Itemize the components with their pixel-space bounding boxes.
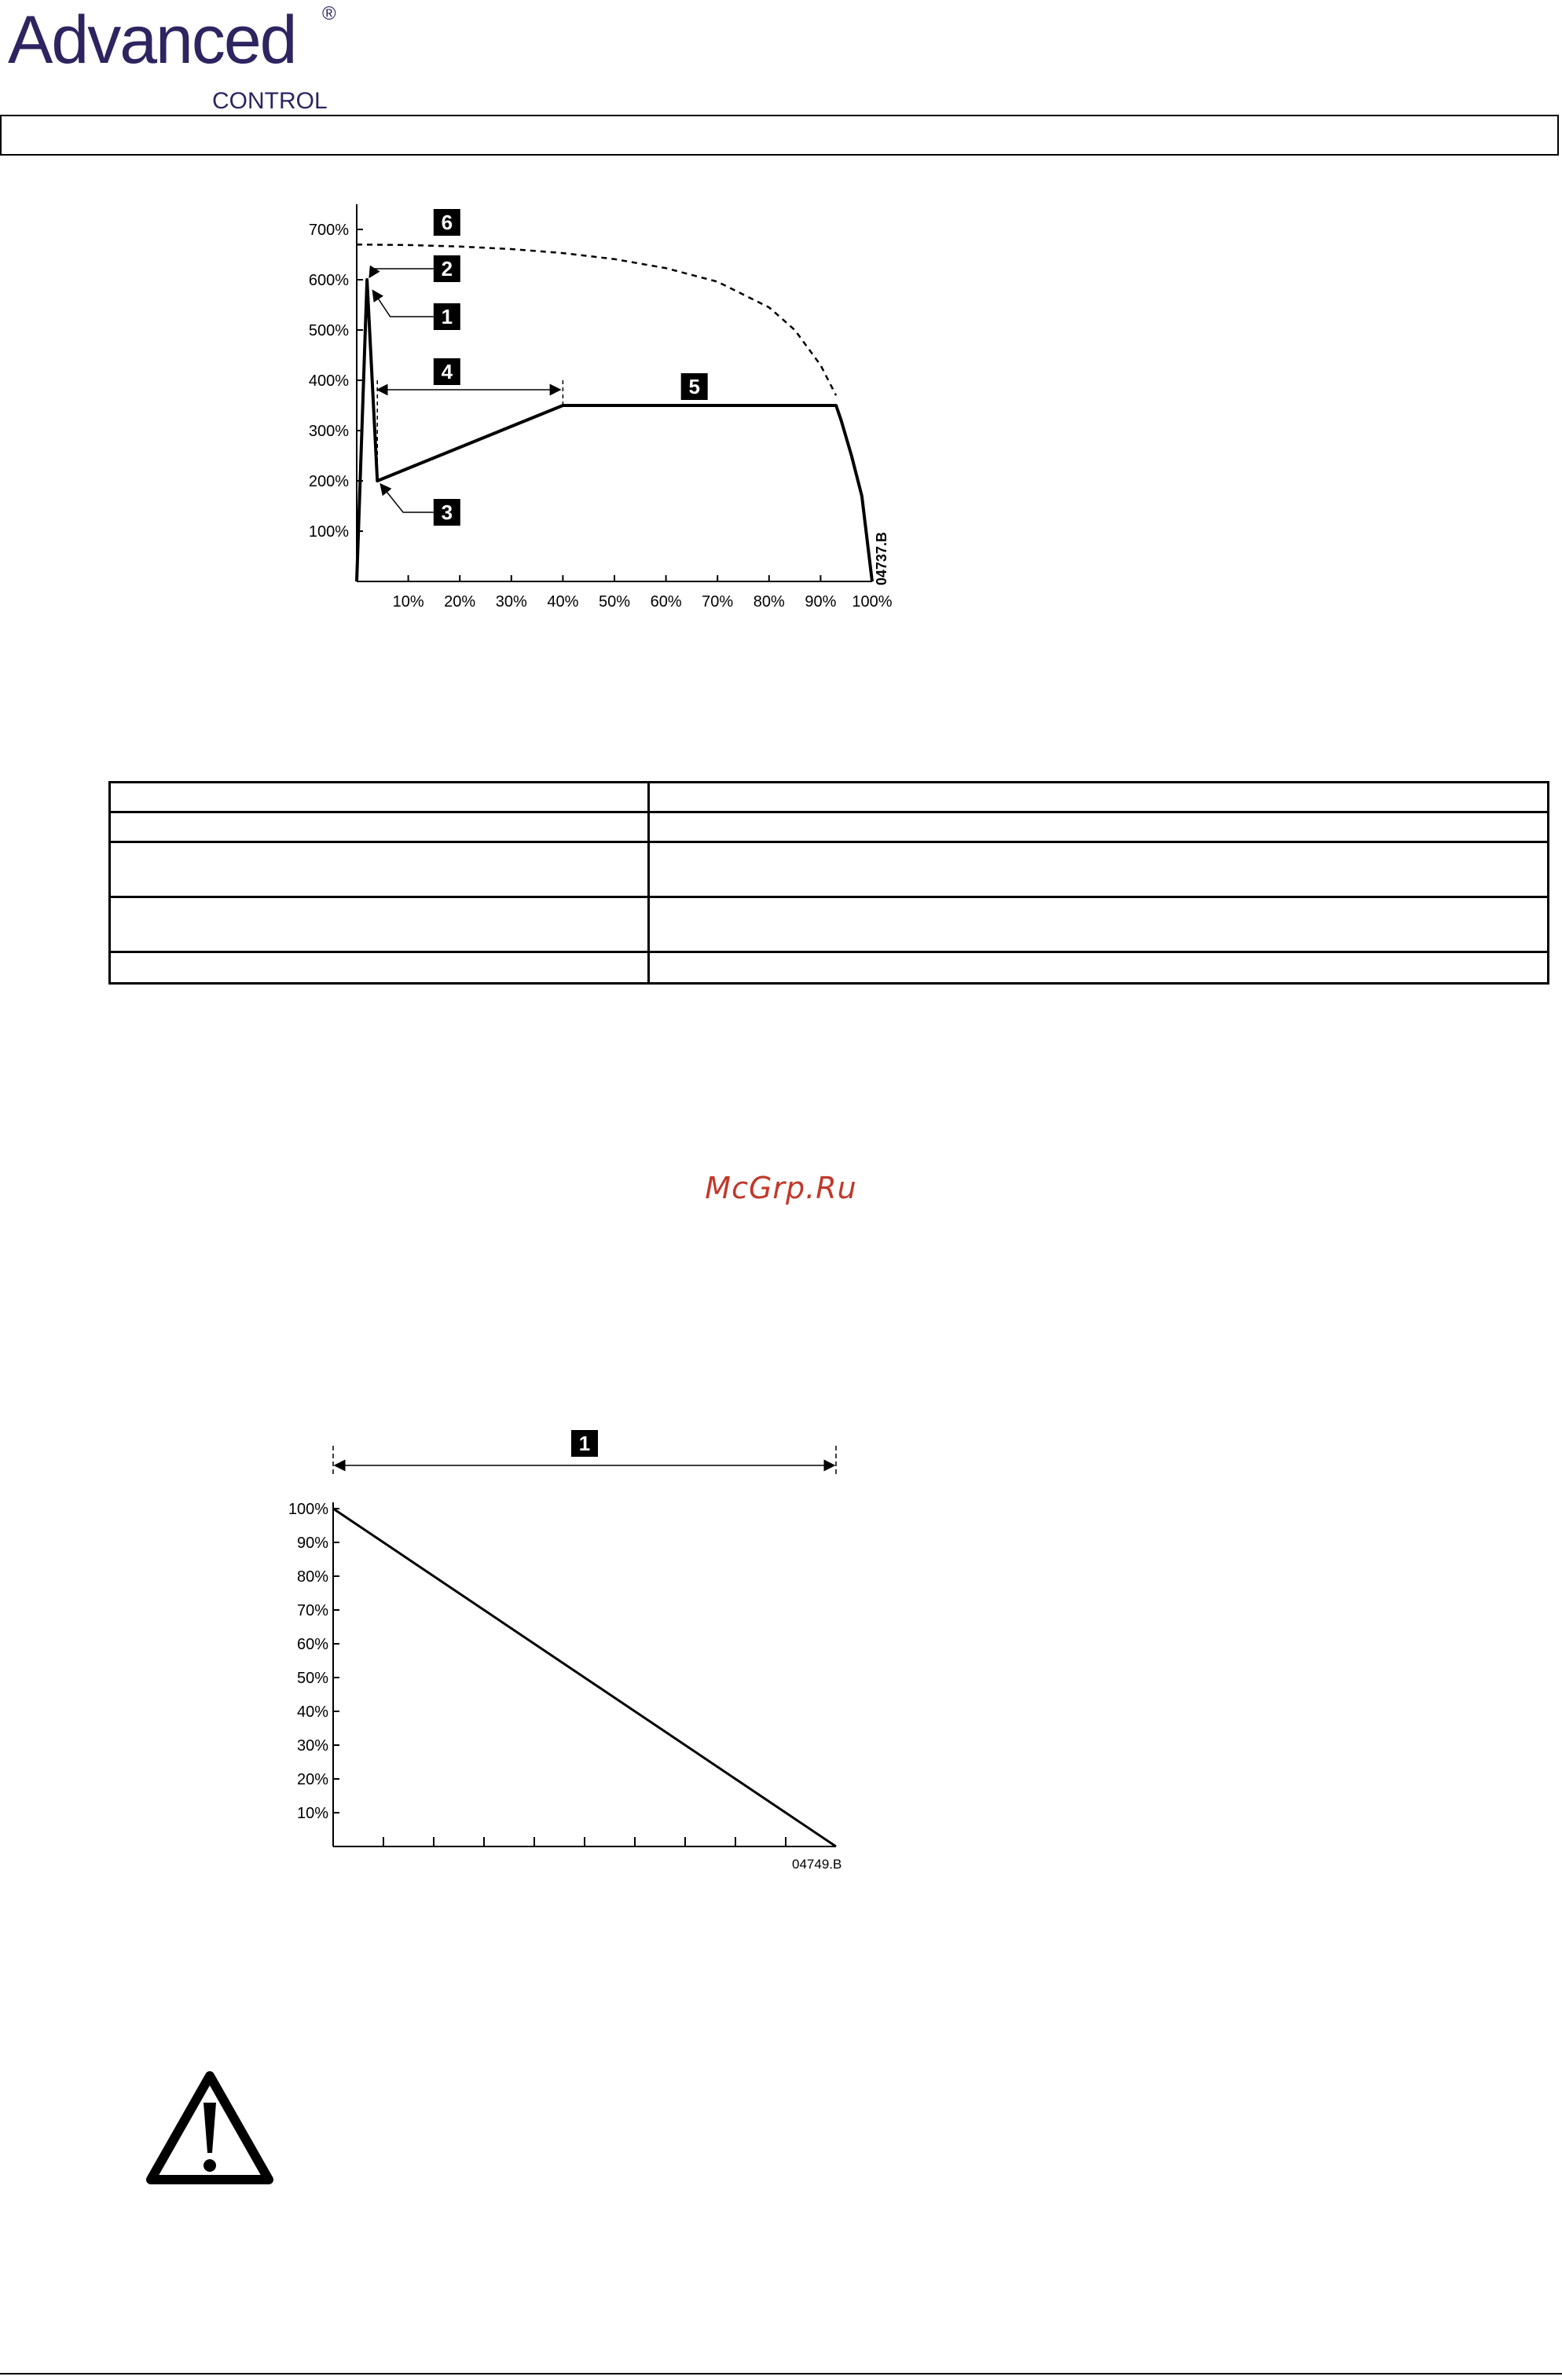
marker-1	[434, 303, 460, 330]
leader-1	[372, 291, 433, 317]
y-tick-labels	[288, 1501, 339, 1822]
x-tick-label: 50%	[598, 593, 631, 611]
x-tick-label: 100%	[852, 593, 893, 611]
figure-code: 04737.B	[874, 531, 889, 585]
y-tick-label: 100%	[288, 1501, 328, 1518]
brand-name: Advanced	[8, 2, 296, 78]
y-tick-label: 30%	[296, 1737, 328, 1755]
y-tick-label: 100%	[308, 523, 349, 541]
x-tick-label: 70%	[702, 593, 734, 611]
chart-series	[357, 244, 872, 581]
marker-1	[571, 1430, 598, 1457]
marker-label: 5	[688, 375, 700, 398]
x-tick-label: 20%	[444, 593, 476, 611]
current-profile-chart	[267, 189, 943, 629]
table-row	[110, 812, 1549, 842]
marker-label: 4	[441, 360, 453, 383]
table-row	[110, 952, 1549, 984]
x-tick-label: 40%	[547, 593, 579, 611]
header-bar	[0, 115, 1559, 156]
y-tick-label: 600%	[308, 272, 349, 289]
watermark: McGrp.Ru	[705, 1171, 857, 1205]
y-tick-label: 400%	[308, 372, 349, 390]
warning-triangle-icon	[146, 2071, 273, 2184]
chart-series	[333, 1509, 836, 1846]
marker-label: 2	[441, 257, 453, 281]
y-tick-label: 90%	[296, 1535, 328, 1552]
table-cell-value	[648, 897, 1548, 952]
y-tick-label: 80%	[296, 1568, 328, 1586]
leader-3	[380, 484, 434, 512]
marker-label: 3	[441, 501, 453, 524]
table-cell-value	[648, 783, 1548, 812]
table-cell-key	[110, 842, 649, 897]
table-cell-value	[648, 842, 1548, 897]
x-tick-label: 30%	[495, 593, 527, 611]
footer-rule	[0, 2373, 1562, 2374]
marker-label: 1	[441, 305, 453, 328]
registered-mark: ®	[322, 3, 336, 24]
y-tick-label: 60%	[296, 1636, 328, 1653]
brand-sub: CONTROL	[212, 88, 328, 114]
marker-2	[434, 255, 460, 282]
y-tick-labels	[309, 222, 363, 541]
table-row	[110, 842, 1549, 897]
x-tick-label: 80%	[753, 593, 785, 611]
y-tick-label: 40%	[296, 1703, 328, 1721]
locked-rotor-curve	[357, 244, 836, 395]
y-tick-label: 10%	[296, 1805, 328, 1822]
ramp-down-chart	[267, 1422, 864, 1894]
marker-6	[434, 209, 460, 236]
marker-label: 6	[441, 211, 453, 234]
y-tick-label: 500%	[308, 322, 349, 339]
y-tick-label: 200%	[308, 473, 349, 490]
marker-label: 1	[578, 1432, 591, 1455]
y-tick-label: 700%	[308, 222, 349, 239]
x-tick-label: 60%	[650, 593, 682, 611]
y-tick-label: 20%	[296, 1771, 328, 1788]
marker-5	[681, 373, 708, 400]
table-row	[110, 783, 1549, 812]
chart-annotations	[369, 209, 708, 526]
y-tick-label: 70%	[296, 1602, 328, 1619]
table-row	[110, 897, 1549, 952]
y-tick-label: 50%	[296, 1670, 328, 1687]
table-cell-key	[110, 812, 649, 842]
table-cell-key	[110, 783, 649, 812]
brand-logo	[8, 2, 354, 116]
leader-2	[369, 269, 434, 277]
ramp-line	[333, 1509, 836, 1846]
x-tick-label: 10%	[392, 593, 424, 611]
table-cell-key	[110, 897, 649, 952]
figure-code: 04749.B	[792, 1857, 842, 1872]
marker-4	[434, 358, 460, 385]
table-cell-value	[648, 812, 1548, 842]
x-tick-labels	[393, 575, 893, 611]
chart-annotations	[333, 1430, 836, 1477]
table-cell-value	[648, 952, 1548, 984]
legend-table	[108, 781, 1549, 985]
x-tick-label: 90%	[805, 593, 837, 611]
marker-3	[434, 499, 460, 526]
y-tick-label: 300%	[308, 423, 349, 440]
table-cell-key	[110, 952, 649, 984]
